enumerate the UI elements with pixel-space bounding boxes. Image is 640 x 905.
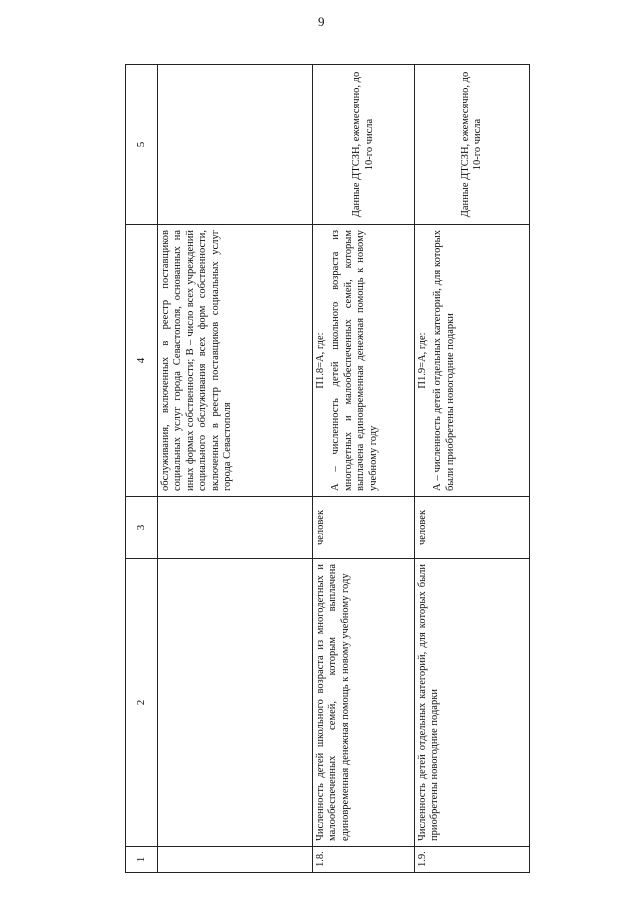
formula-text: П1.9=А, где: (417, 332, 428, 389)
method-text: А – численность детей отдельных категорий, для которых были приобретены новогодние подарки (432, 230, 456, 491)
unit-cell: человек (415, 497, 530, 559)
header-col-3: 3 (126, 497, 158, 559)
cont-method-cell: обслуживания, включенных в реестр поставщиков социальных услуг города Севастополя, основанных на иных формах собственности; В – число всех учреждений социального обслуживания всех форм собственности, включенных в реестр поставщиков социальных услуг города Севастополя (158, 225, 313, 497)
method-text: А – численность детей школьного возраста из многодетных и малообеспеченных семей, которым выплачена единовременная денежная помощь к новому учебному году (330, 230, 379, 491)
table-row (415, 65, 530, 873)
page-number: 9 (318, 14, 325, 29)
unit-cell: человек (313, 497, 415, 559)
table-row-continuation (158, 65, 313, 873)
row-number: 1.9. (415, 847, 530, 873)
header-col-2: 2 (126, 559, 158, 847)
header-col-5: 5 (126, 65, 158, 225)
indicator-name: Численность детей отдельных категорий, для которых были приобретены новогодние подарки (415, 559, 530, 847)
source-cell: Данные ДТСЗН, ежемесячно, до 10-го числа (415, 65, 530, 225)
cont-num-cell (158, 847, 313, 873)
row-number: 1.8. (313, 847, 415, 873)
method-cell (415, 225, 530, 497)
table-header-row (126, 65, 158, 873)
cont-unit-cell (158, 497, 313, 559)
indicators-table (125, 64, 530, 873)
cont-source-cell (158, 65, 313, 225)
indicator-name: Численность детей школьного возраста из многодетных и малообеспеченных семей, которым выплачена единовременная денежная помощь к новому учебному году (313, 559, 415, 847)
header-col-4: 4 (126, 225, 158, 497)
method-cell (313, 225, 415, 497)
table-row (313, 65, 415, 873)
source-cell: Данные ДТСЗН, ежемесячно, до 10-го числа (313, 65, 415, 225)
cont-name-cell (158, 559, 313, 847)
formula-text: П1.8=А, где: (315, 332, 326, 389)
rotated-table-wrapper (125, 65, 515, 873)
header-col-1: 1 (126, 847, 158, 873)
